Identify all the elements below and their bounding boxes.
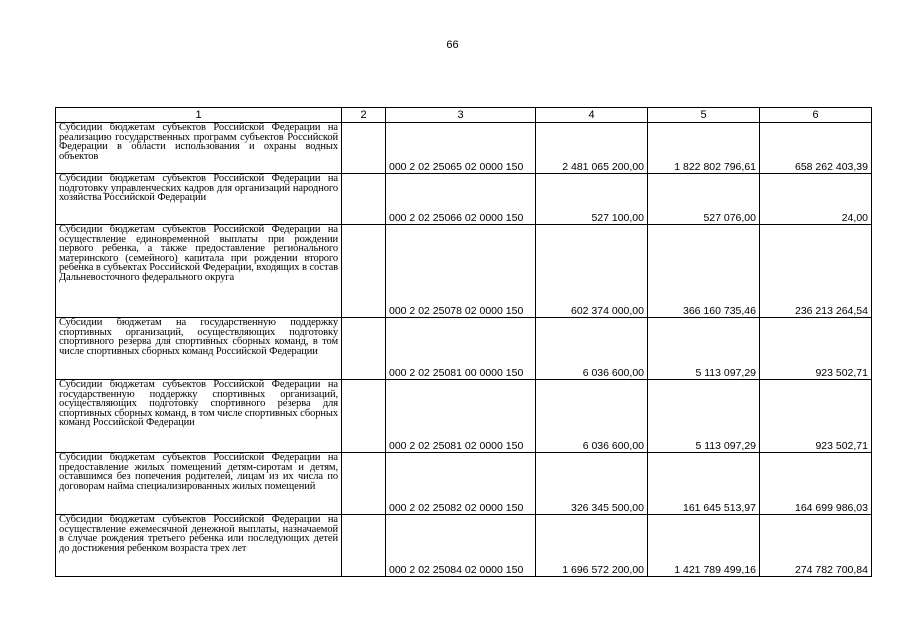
- row-col-6: 923 502,71: [760, 380, 872, 453]
- row-col-2: [342, 380, 386, 453]
- header-row: [56, 108, 872, 123]
- row-description: Субсидии бюджетам субъектов Российской Федерации на подготовку управленческих кадров для организаций народного хозяйства Российской Федерации: [56, 174, 342, 225]
- row-code: 000 2 02 25082 02 0000 150: [386, 453, 536, 515]
- row-code: 000 2 02 25065 02 0000 150: [386, 123, 536, 174]
- row-code: 000 2 02 25078 02 0000 150: [386, 225, 536, 318]
- row-col-2: [342, 453, 386, 515]
- row-code: 000 2 02 25084 02 0000 150: [386, 515, 536, 577]
- row-col-6: 274 782 700,84: [760, 515, 872, 577]
- header-col-3: 3: [386, 108, 536, 123]
- row-col-4: 602 374 000,00: [536, 225, 648, 318]
- header-col-2: 2: [342, 108, 386, 123]
- table-row: [56, 380, 872, 453]
- header-col-5: 5: [648, 108, 760, 123]
- row-description: Субсидии бюджетам субъектов Российской Федерации на реализацию государственных программ субъектов Российской Федерации в области использования и охраны водных объектов: [56, 123, 342, 174]
- row-description: Субсидии бюджетам на государственную поддержку спортивных организаций, осуществляющих подготовку спортивного резерва для спортивных сборных команд, в том числе спортивных сборных команд Российской Федерации: [56, 318, 342, 380]
- row-col-5: 5 113 097,29: [648, 318, 760, 380]
- table-row: [56, 123, 872, 174]
- row-col-2: [342, 225, 386, 318]
- row-code: 000 2 02 25081 00 0000 150: [386, 318, 536, 380]
- row-col-6: 923 502,71: [760, 318, 872, 380]
- budget-table: [55, 107, 872, 577]
- table-row: [56, 318, 872, 380]
- table-header: [56, 108, 872, 123]
- row-col-5: 5 113 097,29: [648, 380, 760, 453]
- row-description: Субсидии бюджетам субъектов Российской Федерации на государственную поддержку спортивных организаций, осуществляющих подготовку спортивного резерва для спортивных сборных команд, в том числе спортивных сборных команд Российской Федерации: [56, 380, 342, 453]
- row-description: Субсидии бюджетам субъектов Российской Федерации на осуществление единовременной выплаты при рождении первого ребенка, а также предоставление регионального материнского (семейного) капитала при рождении второго ребенка в субъектах Российской Федерации, входящих в состав Дальневосточного федерального округа: [56, 225, 342, 318]
- row-col-5: 366 160 735,46: [648, 225, 760, 318]
- row-col-5: 1 421 789 499,16: [648, 515, 760, 577]
- row-description: Субсидии бюджетам субъектов Российской Федерации на предоставление жилых помещений детям-сиротам и детям, оставшимся без попечения родителей, лицам из их числа по договорам найма специализированных жилых помещений: [56, 453, 342, 515]
- table-row: [56, 174, 872, 225]
- row-col-4: 6 036 600,00: [536, 318, 648, 380]
- row-col-4: 326 345 500,00: [536, 453, 648, 515]
- table-row: [56, 453, 872, 515]
- page-number: 66: [446, 39, 459, 51]
- row-col-5: 161 645 513,97: [648, 453, 760, 515]
- table-body: [56, 123, 872, 577]
- row-description: Субсидии бюджетам субъектов Российской Федерации на осуществление ежемесячной денежной выплаты, назначаемой в случае рождения третьего ребенка или последующих детей до достижения ребенком возраста трех лет: [56, 515, 342, 577]
- row-col-6: 164 699 986,03: [760, 453, 872, 515]
- header-col-4: 4: [536, 108, 648, 123]
- table-row: [56, 515, 872, 577]
- row-col-4: 6 036 600,00: [536, 380, 648, 453]
- header-col-1: 1: [56, 108, 342, 123]
- row-code: 000 2 02 25066 02 0000 150: [386, 174, 536, 225]
- row-col-6: 236 213 264,54: [760, 225, 872, 318]
- row-col-4: 527 100,00: [536, 174, 648, 225]
- row-code: 000 2 02 25081 02 0000 150: [386, 380, 536, 453]
- header-col-6: 6: [760, 108, 872, 123]
- table-row: [56, 225, 872, 318]
- row-col-2: [342, 515, 386, 577]
- row-col-2: [342, 318, 386, 380]
- row-col-4: 1 696 572 200,00: [536, 515, 648, 577]
- row-col-2: [342, 123, 386, 174]
- row-col-2: [342, 174, 386, 225]
- row-col-5: 1 822 802 796,61: [648, 123, 760, 174]
- row-col-5: 527 076,00: [648, 174, 760, 225]
- row-col-4: 2 481 065 200,00: [536, 123, 648, 174]
- row-col-6: 658 262 403,39: [760, 123, 872, 174]
- row-col-6: 24,00: [760, 174, 872, 225]
